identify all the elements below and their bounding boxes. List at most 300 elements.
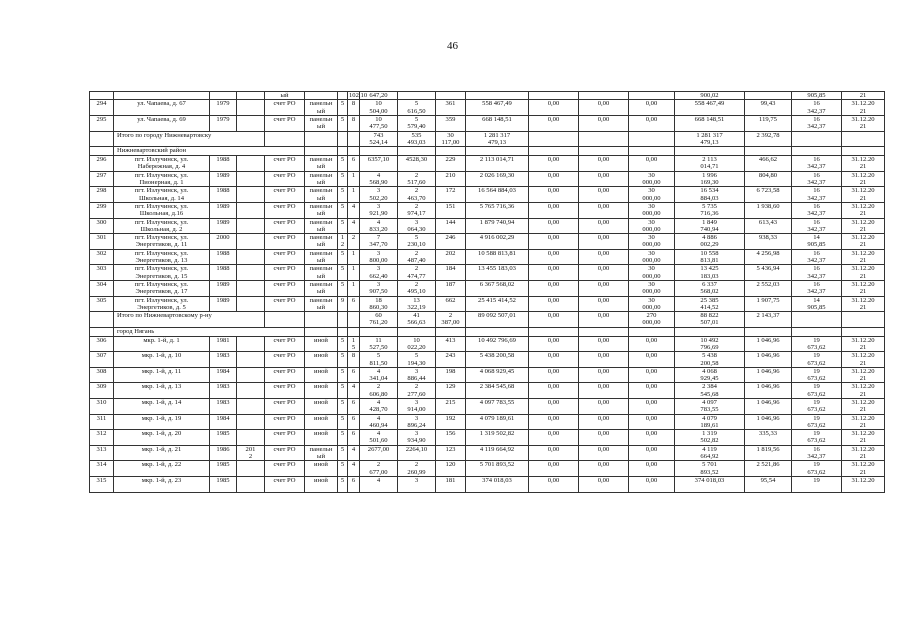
table-cell: 31.12.20 21 <box>842 234 885 250</box>
table-cell <box>629 327 675 336</box>
table-cell: 16 342,37 <box>792 249 842 265</box>
table-row <box>90 280 885 296</box>
table-cell: 16 342,37 <box>792 187 842 203</box>
table-cell: 5 <box>338 187 348 203</box>
table-cell: 0,00 <box>629 367 675 383</box>
table-cell: 8 <box>348 352 360 368</box>
table-cell: 0,00 <box>579 383 629 399</box>
table-cell: 19 673,62 <box>792 399 842 415</box>
table-cell: 5 <box>338 218 348 234</box>
table-cell: 102,10 <box>349 92 368 99</box>
table-cell: 1 938,60 <box>745 202 792 218</box>
table-cell: 243 <box>436 352 466 368</box>
table-cell: 31.12.20 21 <box>842 414 885 430</box>
table-cell: 4 256,98 <box>745 249 792 265</box>
table-cell: 1 046,96 <box>745 336 792 352</box>
table-cell <box>529 327 579 336</box>
table-cell: 181 <box>436 477 466 493</box>
table-cell: 31.12.20 21 <box>842 100 885 116</box>
table-cell: 1989 <box>210 280 237 296</box>
table-cell: счет РО <box>265 202 305 218</box>
table-cell: 0,00 <box>529 280 579 296</box>
table-row-total <box>90 312 885 328</box>
table-cell: 4 079 189,61 <box>466 414 529 430</box>
table-cell: 0,00 <box>579 218 629 234</box>
table-cell: 11 527,50 <box>360 336 398 352</box>
table-cell: 30 000,00 <box>629 280 675 296</box>
table-cell: 2 487,40 <box>398 249 436 265</box>
table-cell: 6 <box>348 477 360 493</box>
table-cell <box>398 327 436 336</box>
table-cell: 30 000,00 <box>629 202 675 218</box>
table-cell: мкр. 1-й, д. 19 <box>114 414 210 430</box>
table-row <box>90 383 885 399</box>
table-cell <box>90 92 114 100</box>
table-row <box>90 399 885 415</box>
table-cell: 4 341,04 <box>360 367 398 383</box>
table-row-section <box>90 327 885 336</box>
table-row-section <box>90 147 885 156</box>
table-cell: 804,80 <box>745 171 792 187</box>
table-cell: Нижневартовский район <box>114 147 305 156</box>
table-cell: 2 260,99 <box>398 461 436 477</box>
table-cell: 5 <box>338 352 348 368</box>
table-cell: 5 <box>338 461 348 477</box>
table-cell <box>579 131 629 147</box>
table-cell: 31.12.20 21 <box>842 367 885 383</box>
table-cell: 10 588 813,81 <box>466 249 529 265</box>
table-cell: 13 425 183,03 <box>675 265 745 281</box>
table-cell <box>338 327 348 336</box>
table-cell: 89 092 507,01 <box>466 312 529 328</box>
table-cell: 1988 <box>210 249 237 265</box>
table-cell <box>529 147 579 156</box>
table-cell: 31.12.20 21 <box>842 445 885 461</box>
table-cell: счет РО <box>265 430 305 446</box>
table-cell: 1 281 317 479,13 <box>466 131 529 147</box>
table-cell: 31.12.20 21 <box>842 265 885 281</box>
table-cell: 668 148,51 <box>675 115 745 131</box>
table-cell: иной <box>305 352 338 368</box>
table-cell: 88 822 507,01 <box>675 312 745 328</box>
table-cell <box>466 147 529 156</box>
table-cell: панельн ый <box>305 234 338 250</box>
table-row <box>90 461 885 477</box>
table-cell <box>237 92 265 100</box>
table-cell: 359 <box>436 115 466 131</box>
table-cell: пгт. Излучинск, ул. Школьная, д. 2 <box>114 218 210 234</box>
table-cell: иной <box>305 477 338 493</box>
table-cell: 0,00 <box>529 336 579 352</box>
table-cell: 1983 <box>210 352 237 368</box>
table-cell: ул. Чапаева, д. 67 <box>114 100 210 116</box>
table-cell <box>792 312 842 328</box>
table-cell: 0,00 <box>529 430 579 446</box>
table-cell: счет РО <box>265 156 305 172</box>
table-row <box>90 100 885 116</box>
table-cell: 4 119 664,92 <box>675 445 745 461</box>
table-row <box>90 352 885 368</box>
table-cell: 374 018,03 <box>675 477 745 493</box>
table-cell: 16 342,37 <box>792 218 842 234</box>
table-cell <box>237 156 265 172</box>
table-cell: 129 <box>436 383 466 399</box>
table-cell: 307 <box>90 352 114 368</box>
table-cell: 1 046,96 <box>745 399 792 415</box>
table-cell <box>348 147 360 156</box>
table-cell: 0,00 <box>579 265 629 281</box>
table-cell: 16 564 884,03 <box>466 187 529 203</box>
table-cell: 2 026 169,30 <box>466 171 529 187</box>
table-cell: 0,00 <box>629 477 675 493</box>
table-cell: 0,00 <box>629 445 675 461</box>
table-cell: 1 281 317 479,13 <box>675 131 745 147</box>
table-cell: 31.12.20 21 <box>842 187 885 203</box>
table-cell: 16 342,37 <box>792 156 842 172</box>
table-cell <box>210 92 237 100</box>
table-cell: 30 000,00 <box>629 187 675 203</box>
table-cell: 311 <box>90 414 114 430</box>
table-cell: 0,00 <box>629 100 675 116</box>
table-cell: 300 <box>90 218 114 234</box>
table-row <box>90 234 885 250</box>
table-cell: 905,85 <box>792 92 842 100</box>
table-cell: 1 046,96 <box>745 383 792 399</box>
table-cell: 215 <box>436 399 466 415</box>
table-cell <box>90 312 114 328</box>
table-cell: 229 <box>436 156 466 172</box>
page-number: 46 <box>447 40 458 52</box>
table-cell: 19 673,62 <box>792 352 842 368</box>
table-cell: 6 367 568,02 <box>466 280 529 296</box>
table-cell: 25 415 414,52 <box>466 296 529 312</box>
table-cell <box>745 147 792 156</box>
table-cell: 198 <box>436 367 466 383</box>
table-cell: 2 113 014,71 <box>466 156 529 172</box>
table-cell: 5 701 893,52 <box>466 461 529 477</box>
table-cell: 7 347,70 <box>360 234 398 250</box>
table-cell: 0,00 <box>529 171 579 187</box>
table-cell: 4 916 002,29 <box>466 234 529 250</box>
table-cell <box>842 147 885 156</box>
table-cell <box>436 92 466 100</box>
table-cell <box>237 477 265 493</box>
table-cell <box>579 327 629 336</box>
table-cell <box>237 461 265 477</box>
table-cell: 2677,00 <box>360 445 398 461</box>
table-cell: 4 833,20 <box>360 218 398 234</box>
table-cell: 6 723,58 <box>745 187 792 203</box>
table-cell: 1988 <box>210 265 237 281</box>
table-cell: 1989 <box>210 296 237 312</box>
table-cell: 2 <box>348 234 360 250</box>
table-cell <box>792 147 842 156</box>
table-cell: пгт. Излучинск, ул. Набережная, д. 4 <box>114 156 210 172</box>
table-cell: 374 018,03 <box>466 477 529 493</box>
table-row <box>90 249 885 265</box>
table-cell: 466,62 <box>745 156 792 172</box>
table-cell: 335,33 <box>745 430 792 446</box>
table-cell: 31.12.20 21 <box>842 249 885 265</box>
table-cell: 2 387,00 <box>436 312 466 328</box>
table-cell: 10 477,50 <box>360 115 398 131</box>
table-cell: 31.12.20 21 <box>842 383 885 399</box>
table-cell: 5 <box>338 202 348 218</box>
table-cell: 2 113 014,71 <box>675 156 745 172</box>
table-cell <box>237 171 265 187</box>
table-cell: счет РО <box>265 100 305 116</box>
table-cell: 30 117,00 <box>436 131 466 147</box>
table-cell: пгт. Излучинск, ул. Энергетиков, д. 15 <box>114 265 210 281</box>
table-cell: 2 677,00 <box>360 461 398 477</box>
table-cell: 0,00 <box>529 115 579 131</box>
table-cell: 2 606,80 <box>360 383 398 399</box>
table-cell: пгт. Излучинск, ул. Энергетиков, д. 17 <box>114 280 210 296</box>
table-cell: 184 <box>436 265 466 281</box>
table-cell <box>305 147 338 156</box>
table-cell <box>237 399 265 415</box>
table-cell <box>237 202 265 218</box>
table-cell: 31.12.20 21 <box>842 461 885 477</box>
table-cell: 210 <box>436 171 466 187</box>
table-cell: 120 <box>436 461 466 477</box>
table-cell: 0,00 <box>529 445 579 461</box>
table-cell: 308 <box>90 367 114 383</box>
table-cell: 313 <box>90 445 114 461</box>
table-cell: мкр. 1-й, д. 11 <box>114 367 210 383</box>
table-cell: счет РО <box>265 336 305 352</box>
table-cell: 21 <box>842 92 885 100</box>
table-cell: 3 <box>398 477 436 493</box>
table-cell: 30 000,00 <box>629 296 675 312</box>
table-cell: мкр. 1-й, д. 23 <box>114 477 210 493</box>
table-cell: 30 000,00 <box>629 218 675 234</box>
table-cell: 535 493,03 <box>398 131 436 147</box>
table-cell: 306 <box>90 336 114 352</box>
table-cell <box>842 327 885 336</box>
table-cell: панельн ый <box>305 249 338 265</box>
table-cell <box>237 280 265 296</box>
table-cell: 0,00 <box>629 336 675 352</box>
table-cell <box>237 234 265 250</box>
table-row <box>90 296 885 312</box>
table-cell: 5 230,10 <box>398 234 436 250</box>
table-cell: 2 392,78 <box>745 131 792 147</box>
table-cell <box>348 131 360 147</box>
table-cell: 4 <box>348 445 360 461</box>
table-cell: 6 <box>348 414 360 430</box>
table-cell: 2 277,60 <box>398 383 436 399</box>
table-cell: 19 673,62 <box>792 414 842 430</box>
table-cell: счет РО <box>265 296 305 312</box>
table-cell: панельн ый <box>305 100 338 116</box>
table-cell <box>466 92 529 100</box>
table-cell <box>842 312 885 328</box>
table-cell: 4 886 002,29 <box>675 234 745 250</box>
table-cell: 151 <box>436 202 466 218</box>
table-cell: иной <box>305 367 338 383</box>
table-cell: 4 <box>348 202 360 218</box>
table-row <box>90 336 885 352</box>
table-cell: 0,00 <box>529 477 579 493</box>
table-cell: 2 552,03 <box>745 280 792 296</box>
table-cell <box>90 131 114 147</box>
table-cell: 5 <box>338 156 348 172</box>
table-cell: 1985 <box>210 477 237 493</box>
table-cell: 13 455 183,03 <box>466 265 529 281</box>
table-row <box>90 218 885 234</box>
table-cell: 0,00 <box>579 234 629 250</box>
table-cell: 3 896,24 <box>398 414 436 430</box>
table-cell <box>360 327 398 336</box>
table-cell <box>237 336 265 352</box>
table-cell: 361 <box>436 100 466 116</box>
table-cell: 0,00 <box>529 383 579 399</box>
table-cell: панельн ый <box>305 171 338 187</box>
table-cell: 0,00 <box>529 187 579 203</box>
table-cell: 2 384 545,68 <box>466 383 529 399</box>
table-cell <box>237 296 265 312</box>
table-cell: 2 463,70 <box>398 187 436 203</box>
table-cell <box>237 187 265 203</box>
table-cell: 295 <box>90 115 114 131</box>
table-cell <box>237 249 265 265</box>
table-cell: 0,00 <box>629 461 675 477</box>
table-cell: панельн ый <box>305 445 338 461</box>
table-cell: 5 <box>338 280 348 296</box>
table-cell: 30 000,00 <box>629 249 675 265</box>
table-cell: 5 <box>338 115 348 131</box>
table-cell: иной <box>305 461 338 477</box>
table-cell: счет РО <box>265 280 305 296</box>
table-cell: 14 905,85 <box>792 234 842 250</box>
table-cell: 31.12.20 21 <box>842 430 885 446</box>
table-cell: 302 <box>90 249 114 265</box>
table-row <box>90 414 885 430</box>
table-cell: 1984 <box>210 367 237 383</box>
table-cell: иной <box>305 399 338 415</box>
table-cell <box>792 327 842 336</box>
table-cell: 298 <box>90 187 114 203</box>
table-cell: 4 <box>348 461 360 477</box>
table-cell: 0,00 <box>529 461 579 477</box>
table-cell <box>305 131 338 147</box>
table-cell: 202 <box>436 249 466 265</box>
table-cell: 10 492 796,69 <box>675 336 745 352</box>
table-cell: 16 342,37 <box>792 280 842 296</box>
table-cell: счет РО <box>265 367 305 383</box>
table-cell: 0,00 <box>579 249 629 265</box>
table-cell: 3 662,40 <box>360 265 398 281</box>
table-cell: 294 <box>90 100 114 116</box>
table-cell: 5 <box>338 265 348 281</box>
table-cell: 0,00 <box>529 296 579 312</box>
table-cell <box>348 327 360 336</box>
table-cell: 0,00 <box>579 280 629 296</box>
table-cell <box>529 131 579 147</box>
table-cell: 270 000,00 <box>629 312 675 328</box>
table-cell <box>792 131 842 147</box>
table-cell: 4 <box>348 383 360 399</box>
table-cell: 0,00 <box>579 414 629 430</box>
table-cell: мкр. 1-й, д. 1 <box>114 336 210 352</box>
table-cell: 0,00 <box>579 202 629 218</box>
table-cell <box>629 147 675 156</box>
table-cell: 19 673,62 <box>792 367 842 383</box>
table-cell: 6357,10 <box>360 156 398 172</box>
table-cell: 0,00 <box>579 156 629 172</box>
table-cell: 305 <box>90 296 114 312</box>
table-cell: 0,00 <box>529 100 579 116</box>
table-cell: 119,75 <box>745 115 792 131</box>
table-cell <box>529 92 579 100</box>
table-cell: панельн ый <box>305 265 338 281</box>
table-cell: 0,00 <box>529 312 579 328</box>
table-cell: 1979 <box>210 100 237 116</box>
table-cell: 1 996 169,30 <box>675 171 745 187</box>
table-cell: 1983 <box>210 383 237 399</box>
table-cell: Итого по городу Нижневартовску <box>114 131 265 147</box>
table-cell: панельн ый <box>305 187 338 203</box>
table-cell: 6 <box>348 399 360 415</box>
table-cell: 647,20 <box>360 92 398 100</box>
table-cell <box>466 327 529 336</box>
table-cell: 938,33 <box>745 234 792 250</box>
table-cell: 1 <box>348 187 360 203</box>
table-cell: счет РО <box>265 383 305 399</box>
table-cell: 1 <box>348 280 360 296</box>
table-cell: 5 <box>338 430 348 446</box>
table-cell: 1 <box>348 265 360 281</box>
housing-register-table <box>89 91 885 493</box>
table-cell: 0,00 <box>629 352 675 368</box>
table-cell: 16 342,37 <box>792 171 842 187</box>
table-cell: 662 <box>436 296 466 312</box>
table-cell: 2 474,77 <box>398 265 436 281</box>
table-cell: 5 <box>338 100 348 116</box>
table-cell: 30 000,00 <box>629 171 675 187</box>
table-cell: 31.12.20 21 <box>842 218 885 234</box>
table-cell <box>629 92 675 100</box>
table-cell: 144 <box>436 218 466 234</box>
table-cell: 41 566,63 <box>398 312 436 328</box>
table-cell <box>629 131 675 147</box>
table-cell <box>237 383 265 399</box>
table-cell: счет РО <box>265 265 305 281</box>
table-cell <box>436 147 466 156</box>
table-cell <box>237 430 265 446</box>
table-cell: 31.12.20 21 <box>842 156 885 172</box>
table-cell: 743 524,14 <box>360 131 398 147</box>
table-cell: 19 673,62 <box>792 430 842 446</box>
table-cell: 8 <box>348 100 360 116</box>
table-cell: 315 <box>90 477 114 493</box>
table-cell: 123 <box>436 445 466 461</box>
table-cell: 0,00 <box>529 234 579 250</box>
table-cell: пгт. Излучинск, ул. Энергетиков, д. 5 <box>114 296 210 312</box>
table-row <box>90 477 885 493</box>
table-cell: 4 119 664,92 <box>466 445 529 461</box>
table-cell <box>237 352 265 368</box>
table-cell: 0,00 <box>579 336 629 352</box>
table-cell: 10 558 813,81 <box>675 249 745 265</box>
table-cell: 1988 <box>210 187 237 203</box>
table-cell: 18 860,30 <box>360 296 398 312</box>
table-cell: мкр. 1-й, д. 20 <box>114 430 210 446</box>
table-cell: мкр. 1-й, д. 21 <box>114 445 210 461</box>
table-cell: 1 <box>348 249 360 265</box>
table-cell: 13 322,19 <box>398 296 436 312</box>
